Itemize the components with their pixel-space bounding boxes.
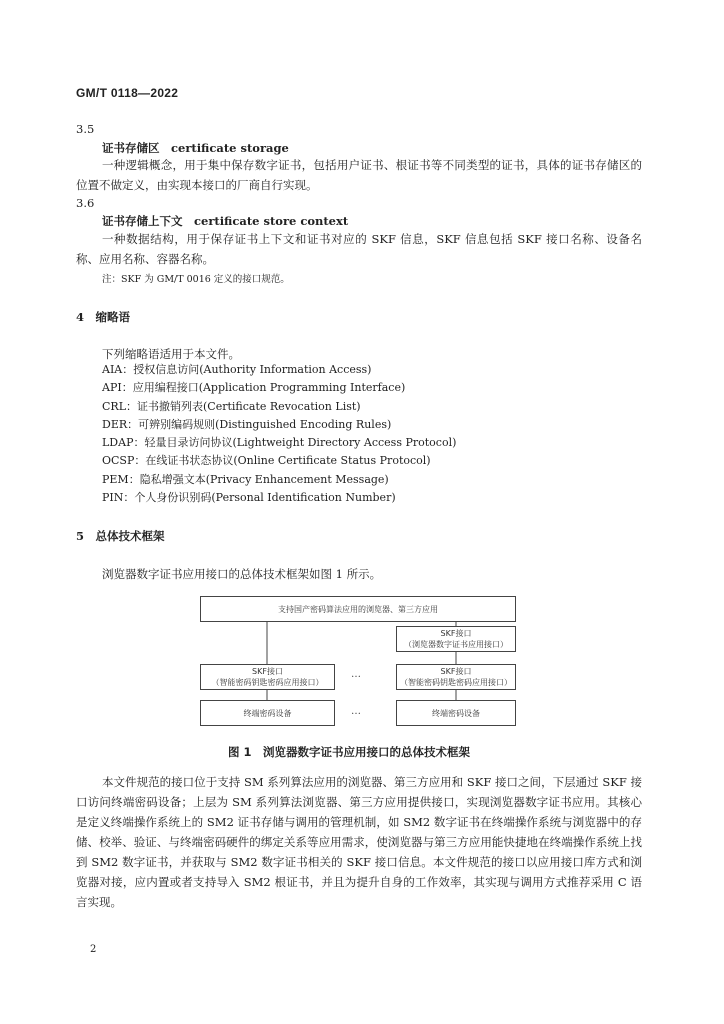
framework-diagram <box>200 594 516 734</box>
definition-certificate-storage: 一种逻辑概念，用于集中保存数字证书，包括用户证书、根证书等不同类型的证书，具体的证书存储区的位置不做定义，由实现本接口的厂商自行实现。 <box>76 158 642 192</box>
box-skf-left: SKF接口 （智能密码钥匙密码应用接口） <box>200 664 335 690</box>
abbreviation-item: LDAP：轻量目录访问协议(Lightweight Directory Access Protocol) <box>102 436 457 450</box>
abbreviations-intro: 下列缩略语适用于本文件。 <box>102 347 240 361</box>
ellipsis: … <box>351 669 361 680</box>
section-heading-abbreviations: 4 缩略语 <box>76 310 131 324</box>
abbreviation-item: PEM：隐私增强文本(Privacy Enhancement Message) <box>102 472 389 486</box>
term-certificate-storage: 证书存储区 certificate storage <box>102 141 289 155</box>
definition-certificate-store-context: 一种数据结构，用于保存证书上下文和证书对应的 SKF 信息，SKF 信息包括 SKF 接口名称、设备名称、应用名称、容器名称。 <box>76 232 642 266</box>
abbreviation-item: AIA：授权信息访问(Authority Information Access) <box>102 363 372 376</box>
abbreviation-item: CRL：证书撤销列表(Certificate Revocation List) <box>102 399 361 413</box>
abbreviation-item: DER：可辨别编码规则(Distinguished Encoding Rules) <box>102 417 392 431</box>
abbreviation-list <box>102 361 456 507</box>
box-skf-right: SKF接口 （智能密码钥匙密码应用接口） <box>396 664 516 690</box>
page-number: 2 <box>90 944 97 955</box>
box-skf-browser-api: SKF接口 （浏览器数字证书应用接口） <box>396 626 516 652</box>
term-certificate-store-context: 证书存储上下文 certificate store context <box>102 214 349 228</box>
framework-body: 本文件规范的接口位于支持 SM 系列算法应用的浏览器、第三方应用和 SKF 接口之间，下层通过 SKF 接口访问终端密码设备；上层为 SM 系列算法浏览器、第三方应用提供接口，实现浏览器数字证书应用。其核心是定义终端操作系统上的 SM2 证书存储与调用的管理机制，如 SM2 数字证书在终端操作系统与浏览器中的存储、校举、验证、与终端密码硬件的绑定关系等应用需求，使浏览器与第三方应用能快捷地在终端操作系统上找到 SM2 数字证书，并获取与 SM2 数字证书相关的 SKF 接口信息。本文件规范的接口以应用接口库方式和浏览器对接，应内置或者支持导入 SM2 根证书，并且为提升自身的工作效率，其实现与调用方式推荐采用 C 语言实现。 <box>76 775 642 909</box>
abbreviation-item: OCSP：在线证书状态协议(Online Certificate Status Protocol) <box>102 454 431 468</box>
abbreviation-item: API：应用编程接口(Application Programming Interface) <box>102 381 406 395</box>
note-skf: 注：SKF 为 GM/T 0016 定义的接口规范。 <box>102 274 290 285</box>
section-heading-framework: 5 总体技术框架 <box>76 529 165 543</box>
document-code: GM/T 0118—2022 <box>76 86 179 100</box>
framework-intro: 浏览器数字证书应用接口的总体技术框架如图 1 所示。 <box>102 567 382 581</box>
section-number-3-6: 3.6 <box>76 196 95 210</box>
section-number-3-5: 3.5 <box>76 122 95 136</box>
box-device-right: 终端密码设备 <box>396 700 516 726</box>
box-browser-third-party: 支持国产密码算法应用的浏览器、第三方应用 <box>200 596 516 622</box>
box-device-left: 终端密码设备 <box>200 700 335 726</box>
abbreviation-item: PIN：个人身份识别码(Personal Identification Number) <box>102 491 396 505</box>
ellipsis: … <box>351 706 361 717</box>
figure-caption: 图 1 浏览器数字证书应用接口的总体技术框架 <box>228 745 471 759</box>
